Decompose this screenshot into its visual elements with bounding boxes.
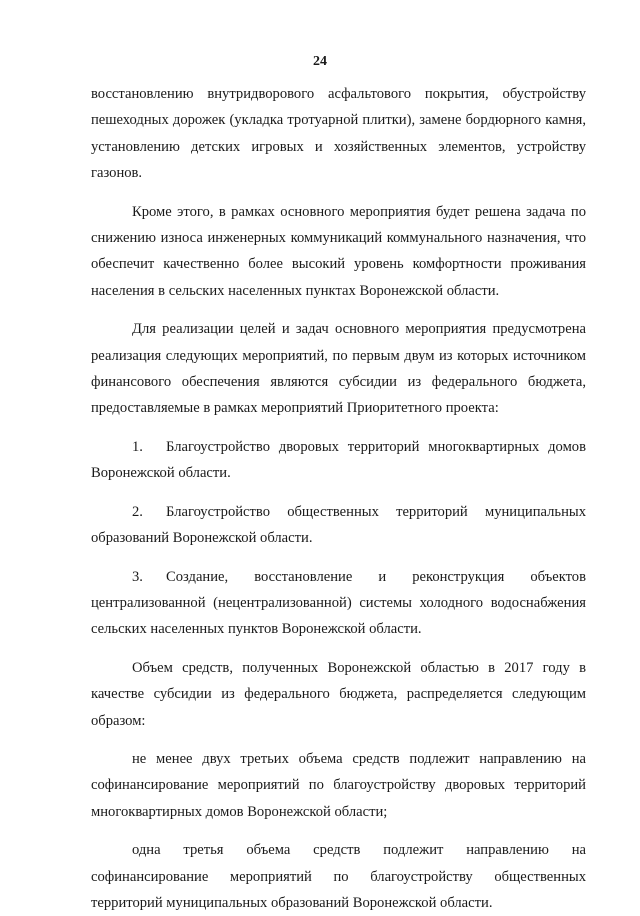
list-item-number: 2. [132,503,143,520]
list-item-text: Благоустройство общественных территорий муниципальных образований Воронежской области. [91,503,586,547]
list-item-2 [91,499,586,552]
list-item-1 [91,434,586,487]
list-item-3 [91,564,586,643]
paragraph-funds-distribution: Объем средств, полученных Воронежской областью в 2017 году в качестве субсидии из федерального бюджета, распределяется следующим образом: [91,659,586,729]
list-item-number: 3. [132,568,143,585]
page-number: 24 [313,54,327,69]
paragraph-continuation: восстановлению внутридворового асфальтового покрытия, обустройству пешеходных дорожек (укладка тротуарной плитки), замене бордюрного камня, установлению детских игровых и хозяйственных элементов, устройству газонов. [91,86,586,182]
list-item-text: Создание, восстановление и реконструкция объектов централизованной (нецентрализованной) системы холодного водоснабжения сельских населенных пунктов Воронежской области. [91,568,586,638]
paragraph-two-thirds: не менее двух третьих объема средств подлежит направлению на софинансирование мероприятий по благоустройству дворовых территорий многоквартирных домов Воронежской области; [91,750,586,820]
document-body [91,81,586,916]
list-item-text: Благоустройство дворовых территорий многоквартирных домов Воронежской области. [91,438,586,482]
paragraph-utilities: Кроме этого, в рамках основного мероприятия будет решена задача по снижению износа инженерных коммуникаций коммунального назначения, что обеспечит качественно более высокий уровень комфортности проживания населения в сельских населенных пунктах Воронежской области. [91,203,586,299]
paragraph-measures-intro: Для реализации целей и задач основного мероприятия предусмотрена реализация следующих мероприятий, по первым двум из которых источником финансового обеспечения являются субсидии из федерального бюджета, предоставляемые в рамках мероприятий Приоритетного проекта: [91,321,586,417]
paragraph-one-third: одна третья объема средств подлежит направлению на софинансирование мероприятий по благоустройству общественных территорий муниципальных образований Воронежской области. [91,842,586,911]
list-item-number: 1. [132,438,143,455]
